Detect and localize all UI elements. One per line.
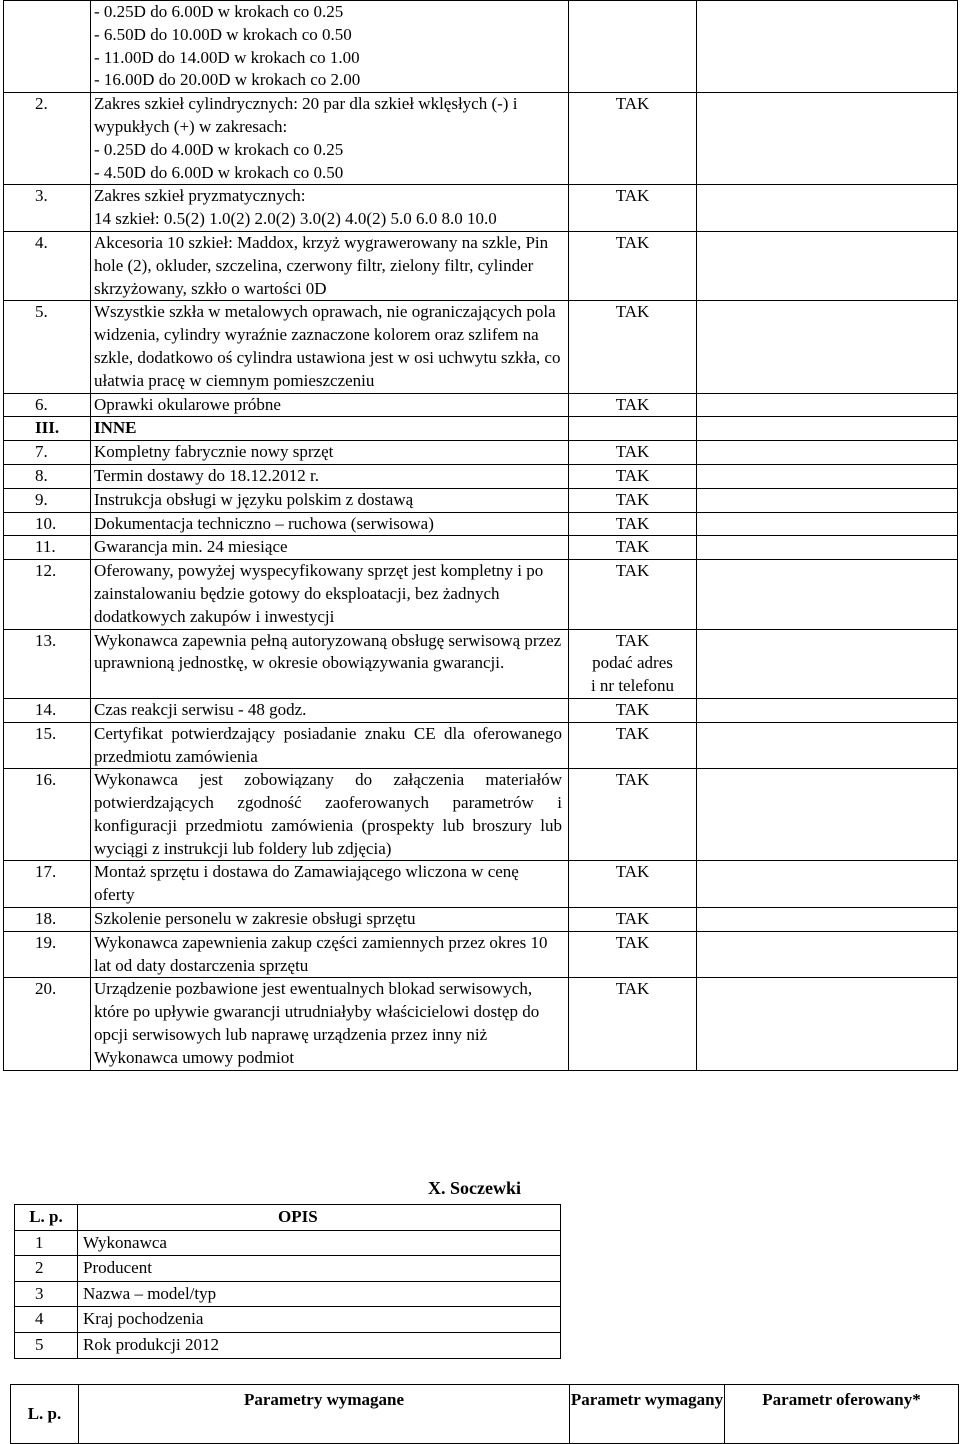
- column-header-opis: OPIS: [78, 1205, 561, 1231]
- required-value: TAK: [569, 861, 697, 908]
- table-row: [4, 560, 958, 629]
- table-row: [4, 393, 958, 417]
- row-label[interactable]: Nazwa – model/typ: [78, 1281, 561, 1307]
- offered-value-cell[interactable]: [697, 722, 958, 769]
- required-value: TAK: [569, 908, 697, 932]
- required-value: TAK: [569, 93, 697, 185]
- column-header-lp: L. p.: [11, 1385, 79, 1444]
- row-number: 20.: [4, 978, 91, 1070]
- row-description: Akcesoria 10 szkieł: Maddox, krzyż wygrawerowany na szkle, Pin hole (2), okluder, szczelina, czerwony filtr, zielony filtr, cylinder skrzyżowany, szkło o wartości 0D: [91, 231, 569, 300]
- row-number: 8.: [4, 464, 91, 488]
- table-row: [4, 231, 958, 300]
- table-row: [4, 464, 958, 488]
- offered-value-cell[interactable]: [697, 93, 958, 185]
- required-value: TAK: [569, 931, 697, 978]
- row-label[interactable]: Producent: [78, 1256, 561, 1282]
- section-header-row: [4, 417, 958, 441]
- row-number: 5.: [4, 301, 91, 393]
- row-number: 12.: [4, 560, 91, 629]
- column-header-parameters-required: Parametry wymagane: [79, 1385, 570, 1444]
- required-value: TAK: [569, 978, 697, 1070]
- row-number: 4.: [4, 231, 91, 300]
- row-description: Kompletny fabrycznie nowy sprzęt: [91, 441, 569, 465]
- table-row: [4, 536, 958, 560]
- range-line: - 16.00D do 20.00D w krokach co 2.00: [94, 70, 361, 90]
- table-row: [4, 908, 958, 932]
- range-line: - 11.00D do 14.00D w krokach co 1.00: [94, 47, 360, 67]
- row-number: 6.: [4, 393, 91, 417]
- offered-value-cell[interactable]: [697, 488, 958, 512]
- row-number: 17.: [4, 861, 91, 908]
- row-description: Montaż sprzętu i dostawa do Zamawiającego wliczona w cenę oferty: [91, 861, 569, 908]
- row-description: Instrukcja obsługi w języku polskim z dostawą: [91, 488, 569, 512]
- table-header-row: [15, 1205, 561, 1231]
- table-row: [4, 722, 958, 769]
- offered-value-cell[interactable]: [697, 560, 958, 629]
- range-line: - 0.25D do 6.00D w krokach co 0.25: [94, 2, 344, 21]
- required-value: TAK: [569, 185, 697, 232]
- row-description: Zakres szkieł cylindrycznych: 20 par dla szkieł wklęsłych (-) i wypukłych (+) w zakresach: - 0.25D do 4.00D w krokach co 0.25 - 4.50D do 6.00D w krokach co 0.50: [91, 93, 569, 185]
- row-number: 9.: [4, 488, 91, 512]
- required-note: i nr telefonu: [590, 676, 675, 696]
- required-note: podać adres: [592, 653, 673, 673]
- column-header-parameter-required: Parametr wymagany: [570, 1385, 725, 1444]
- table-row: [4, 185, 958, 232]
- row-number: 11.: [4, 536, 91, 560]
- parameters-table: [10, 1384, 959, 1444]
- table-row: [15, 1307, 561, 1333]
- section-title: INNE: [91, 417, 569, 441]
- required-value: TAK: [569, 231, 697, 300]
- offered-value-cell[interactable]: [697, 978, 958, 1070]
- table-row: [15, 1332, 561, 1358]
- table-row: [4, 931, 958, 978]
- required-value: TAK: [569, 488, 697, 512]
- continuation-cell: [91, 1, 569, 93]
- table-header-row: [11, 1385, 959, 1444]
- row-description: Wykonawca zapewnia pełną autoryzowaną obsługę serwisową przez uprawnioną jednostkę, w okresie obowiązywania gwarancji.: [91, 629, 569, 698]
- row-number: 13.: [4, 629, 91, 698]
- range-line: - 6.50D do 10.00D w krokach co 0.50: [94, 24, 352, 44]
- required-value: TAK: [569, 769, 697, 861]
- offered-value-cell[interactable]: [697, 441, 958, 465]
- row-number: 19.: [4, 931, 91, 978]
- section-number: III.: [4, 417, 91, 441]
- offered-value-cell[interactable]: [697, 908, 958, 932]
- offered-value-cell[interactable]: [697, 512, 958, 536]
- table-row: [4, 698, 958, 722]
- row-number: 16.: [4, 769, 91, 861]
- row-description: Gwarancja min. 24 miesiące: [91, 536, 569, 560]
- required-value-cell: [569, 629, 697, 698]
- row-number: 1: [15, 1230, 78, 1256]
- offered-value-cell[interactable]: [697, 393, 958, 417]
- required-value: TAK: [615, 630, 650, 650]
- row-number: 5: [15, 1332, 78, 1358]
- required-value: TAK: [569, 512, 697, 536]
- table-row: [15, 1256, 561, 1282]
- row-number: 2.: [4, 93, 91, 185]
- row-description: Wszystkie szkła w metalowych oprawach, nie ograniczających pola widzenia, cylindry wyraźnie zaznaczone kolorem oraz szlifem na szkle, dodatkowo oś cylindra ustawiona jest w osi uchwytu szkła, co ułatwia pracę w ciemnym pomieszczeniu: [91, 301, 569, 393]
- required-value: TAK: [569, 536, 697, 560]
- row-number: 15.: [4, 722, 91, 769]
- offered-value-cell[interactable]: [697, 185, 958, 232]
- required-value: TAK: [569, 560, 697, 629]
- table-row: [4, 769, 958, 861]
- row-description: Dokumentacja techniczno – ruchowa (serwisowa): [91, 512, 569, 536]
- row-number: 3.: [4, 185, 91, 232]
- section-heading: X. Soczewki: [428, 1178, 521, 1198]
- row-number: 10.: [4, 512, 91, 536]
- row-description: Zakres szkieł pryzmatycznych: 14 szkieł: 0.5(2) 1.0(2) 2.0(2) 3.0(2) 4.0(2) 5.0 6.0 8.0 10.0: [91, 185, 569, 232]
- required-value: TAK: [569, 441, 697, 465]
- table-row: [4, 488, 958, 512]
- table-row: [4, 441, 958, 465]
- required-value: TAK: [569, 464, 697, 488]
- offered-value-cell[interactable]: [697, 861, 958, 908]
- offered-value-cell[interactable]: [697, 301, 958, 393]
- row-label[interactable]: Rok produkcji 2012: [78, 1332, 561, 1358]
- row-description: Wykonawca jest zobowiązany do załączenia materiałów potwierdzających zgodność zaoferowanych parametrów i konfiguracji przedmiotu zamówienia (prospekty lub broszury lub wyciągi z instrukcji lub foldery lub zdjęcia): [91, 769, 569, 861]
- specification-table: [3, 0, 958, 1071]
- offered-value-cell[interactable]: [697, 536, 958, 560]
- prism-list: 14 szkieł: 0.5(2) 1.0(2) 2.0(2) 3.0(2) 4.0(2) 5.0 6.0 8.0 10.0: [94, 209, 497, 229]
- required-value: TAK: [569, 722, 697, 769]
- table-row: [4, 978, 958, 1070]
- table-row: [15, 1281, 561, 1307]
- row-description: Certyfikat potwierdzający posiadanie znaku CE dla oferowanego przedmiotu zamówienia: [91, 722, 569, 769]
- row-description: Urządzenie pozbawione jest ewentualnych blokad serwisowych, które po upływie gwarancji utrudniałyby właścicielowi dostęp do opcji serwisowych lub naprawę urządzenia przez inny niż Wykonawca umowy podmiot: [91, 978, 569, 1070]
- offered-value-cell[interactable]: [697, 698, 958, 722]
- offered-value-cell[interactable]: [697, 231, 958, 300]
- offered-value-cell[interactable]: [697, 464, 958, 488]
- range-line: - 0.25D do 4.00D w krokach co 0.25: [94, 139, 344, 159]
- row-description: Oferowany, powyżej wyspecyfikowany sprzęt jest kompletny i po zainstalowaniu będzie gotowy do eksploatacji, bez żadnych dodatkowych zakupów i inwestycji: [91, 560, 569, 629]
- required-value: TAK: [569, 698, 697, 722]
- description-table: [14, 1204, 561, 1359]
- offered-value-cell[interactable]: [697, 769, 958, 861]
- table-row: [15, 1230, 561, 1256]
- row-description: Oprawki okularowe próbne: [91, 393, 569, 417]
- range-line: - 4.50D do 6.00D w krokach co 0.50: [94, 162, 344, 182]
- row-description: Czas reakcji serwisu - 48 godz.: [91, 698, 569, 722]
- table-row: [4, 629, 958, 698]
- table-row: [4, 93, 958, 185]
- table-row-continuation: [4, 1, 958, 93]
- column-header-lp: L. p.: [15, 1205, 78, 1231]
- required-value: TAK: [569, 301, 697, 393]
- row-number: 18.: [4, 908, 91, 932]
- row-number: 2: [15, 1256, 78, 1282]
- table-row: [4, 301, 958, 393]
- row-description: Wykonawca zapewnienia zakup części zamiennych przez okres 10 lat od daty dostarczenia sprzętu: [91, 931, 569, 978]
- offered-value-cell[interactable]: [697, 931, 958, 978]
- row-number: 3: [15, 1281, 78, 1307]
- table-row: [4, 861, 958, 908]
- offered-value-cell[interactable]: [697, 629, 958, 698]
- table-row: [4, 512, 958, 536]
- row-number: 7.: [4, 441, 91, 465]
- row-description: Termin dostawy do 18.12.2012 r.: [91, 464, 569, 488]
- required-value: TAK: [569, 393, 697, 417]
- row-number: 4: [15, 1307, 78, 1333]
- row-number: 14.: [4, 698, 91, 722]
- row-description: Szkolenie personelu w zakresie obsługi sprzętu: [91, 908, 569, 932]
- column-header-parameter-offered: Parametr oferowany*: [725, 1385, 959, 1444]
- row-label[interactable]: Kraj pochodzenia: [78, 1307, 561, 1333]
- row-label[interactable]: Wykonawca: [78, 1230, 561, 1256]
